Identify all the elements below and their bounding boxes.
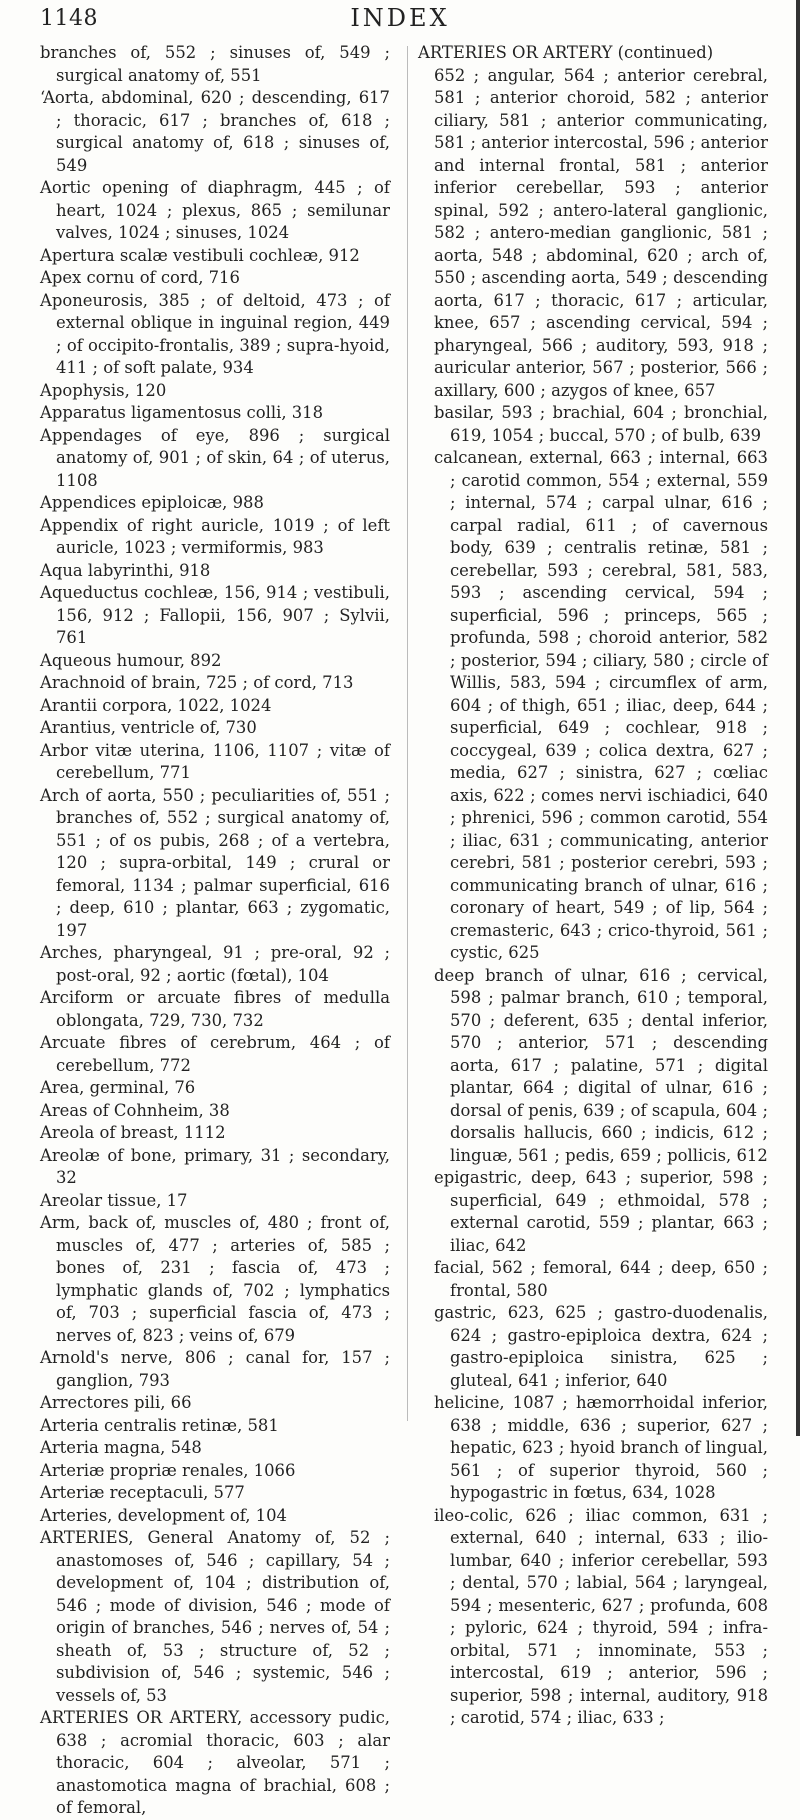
index-entry: Arteriæ receptaculi, 577	[40, 1483, 245, 1502]
index-entry: Aqueous humour, 892	[40, 650, 222, 670]
index-entry: Appendix of right auricle, 1019 ; of left auricle, 1023 ; vermiformis, 983	[40, 515, 390, 557]
index-entry: Appendices epiploicæ, 988	[40, 493, 264, 512]
index-entry: Arteria magna, 548	[40, 1438, 202, 1457]
index-entry: Apertura scalæ vestibuli cochleæ, 912	[40, 245, 360, 265]
index-entry: Areas of Cohnheim, 38	[40, 1100, 230, 1120]
index-entry: Arciform or arcuate fibres of medulla oblongata, 729, 730, 732	[40, 988, 390, 1030]
index-entry: Arrectores pili, 66	[40, 1393, 192, 1412]
index-entry: Apophysis, 120	[40, 380, 167, 400]
index-entry: epigastric, deep, 643 ; superior, 598 ; superficial, 649 ; ethmoidal, 578 ; external carotid, 559 ; plantar, 663 ; iliac, 642	[434, 1168, 768, 1255]
index-entry: ileo-colic, 626 ; iliac common, 631 ; external, 640 ; internal, 633 ; ilio-lumbar, 640 ; inferior cerebellar, 593 ; dental, 570 ; labial, 564 ; laryngeal, 594 ; mesenteric, 627 ; profunda, 608 ; pyloric, 624 ; thyroid, 594 ; infra-orbital, 571 ; innominate, 553 ; intercostal, 619 ; anterior, 596 ; superior, 598 ; internal, auditory, 918 ; carotid, 574 ; iliac, 633 ;	[434, 1505, 768, 1727]
index-entry: Aortic opening of diaphragm, 445 ; of heart, 1024 ; plexus, 865 ; semilunar valves, 1024 ; sinuses, 1024	[40, 178, 390, 242]
index-entry: Arches, pharyngeal, 91 ; pre-oral, 92 ; post-oral, 92 ; aortic (fœtal), 104	[40, 943, 390, 985]
index-entry: Aponeurosis, 385 ; of deltoid, 473 ; of external oblique in inguinal region, 449 ; of occipito-frontalis, 389 ; supra-hyoid, 411 ; of soft palate, 934	[40, 290, 390, 377]
index-entry: Arantii corpora, 1022, 1024	[40, 695, 272, 715]
page-number: 1148	[40, 6, 98, 31]
index-entry: Arnold's nerve, 806 ; canal for, 157 ; ganglion, 793	[40, 1348, 390, 1390]
column-divider	[407, 46, 408, 1421]
index-entry: Apex cornu of cord, 716	[40, 268, 240, 287]
index-entry-continued: 652 ; angular, 564 ; anterior cerebral, 581 ; anterior choroid, 582 ; anterior ciliary, 581 ; anterior communicating, 581 ; anterior intercostal, 596 ; anterior and internal frontal, 581 ; anterior inferior cerebellar, 593 ; anterior spinal, 592 ; antero-lateral ganglionic, 582 ; antero-median ganglionic, 581 ; aorta, 548 ; abdominal, 620 ; arch of, 550 ; ascending aorta, 549 ; descending aorta, 617 ; thoracic, 617 ; articular, knee, 657 ; ascending cervical, 594 ; pharyngeal, 566 ; auditory, 593, 918 ; auricular anterior, 567 ; posterior, 566 ; axillary, 600 ; azygos of knee, 657	[434, 65, 768, 400]
index-entry: Arcuate fibres of cerebrum, 464 ; of cerebellum, 772	[40, 1033, 390, 1075]
index-entry: Aqua labyrinthi, 918	[40, 560, 211, 580]
index-entry: Areolæ of bone, primary, 31 ; secondary, 32	[40, 1145, 390, 1187]
index-entry: Arm, back of, muscles of, 480 ; front of, muscles of, 477 ; arteries of, 585 ; bones of, 231 ; fascia of, 473 ; lymphatic glands of, 702 ; lymphatics of, 703 ; superficial fascia of, 473 ; nerves of, 823 ; veins of, 679	[40, 1213, 390, 1345]
right-column	[418, 42, 768, 1730]
index-entry: Arachnoid of brain, 725 ; of cord, 713	[40, 673, 354, 692]
index-entry: Aqueductus cochleæ, 156, 914 ; vestibuli, 156, 912 ; Fallopii, 156, 907 ; Sylvii, 761	[40, 583, 390, 647]
index-entry: helicine, 1087 ; hæmorrhoidal inferior, 638 ; middle, 636 ; superior, 627 ; hepatic, 623 ; hyoid branch of lingual, 561 ; of superior thyroid, 560 ; hypogastric in fœtus, 634, 1028	[434, 1393, 768, 1502]
index-entry: ‘Aorta, abdominal, 620 ; descending, 617 ; thoracic, 617 ; branches of, 618 ; surgical anatomy of, 618 ; sinuses of, 549	[40, 88, 390, 175]
index-entry: Apparatus ligamentosus colli, 318	[40, 403, 324, 422]
index-entry: Areola of breast, 1112	[40, 1123, 226, 1142]
index-entry: gastric, 623, 625 ; gastro-duodenalis, 624 ; gastro-epiploica dextra, 624 ; gastro-epiploica sinistra, 625 ; gluteal, 641 ; inferior, 640	[434, 1303, 768, 1390]
index-entry: Arteriæ propriæ renales, 1066	[40, 1460, 296, 1480]
index-entry: Arteria centralis retinæ, 581	[40, 1415, 279, 1435]
left-column	[40, 42, 390, 1820]
right-column-heading: ARTERIES OR ARTERY (continued)	[418, 43, 714, 62]
index-entry: calcanean, external, 663 ; internal, 663 ; carotid common, 554 ; external, 559 ; internal, 574 ; carpal ulnar, 616 ; carpal radial, 611 ; of cavernous body, 639 ; centralis retinæ, 581 ; cerebellar, 593 ; cerebral, 581, 583, 593 ; ascending cervical, 594 ; superficial, 596 ; princeps, 565 ; profunda, 598 ; choroid anterior, 582 ; posterior, 594 ; ciliary, 580 ; circle of Willis, 583, 594 ; circumflex of arm, 604 ; of thigh, 651 ; iliac, deep, 644 ; superficial, 649 ; cochlear, 918 ; coccygeal, 639 ; colica dextra, 627 ; media, 627 ; sinistra, 627 ; cœliac axis, 622 ; comes nervi ischiadici, 640 ; phrenici, 596 ; common carotid, 554 ; iliac, 631 ; communicating, anterior cerebri, 581 ; posterior cerebri, 593 ; communicating branch of ulnar, 616 ; coronary of heart, 549 ; of lip, 564 ; cremasteric, 643 ; crico-thyroid, 561 ; cystic, 625	[434, 448, 768, 962]
index-entry: ARTERIES OR ARTERY, accessory pudic, 638 ; acromial thoracic, 603 ; alar thoracic, 604 ; alveolar, 571 ; anastomotica magna of brachial, 608 ; of femoral,	[40, 1708, 390, 1817]
index-entry: Arteries, development of, 104	[40, 1505, 287, 1525]
index-entry: facial, 562 ; femoral, 644 ; deep, 650 ; frontal, 580	[434, 1258, 768, 1300]
index-entry: Area, germinal, 76	[40, 1078, 196, 1097]
index-entry: basilar, 593 ; brachial, 604 ; bronchial, 619, 1054 ; buccal, 570 ; of bulb, 639	[434, 403, 768, 445]
index-entry: ARTERIES, General Anatomy of, 52 ; anastomoses of, 546 ; capillary, 54 ; development of, 104 ; distribution of, 546 ; mode of division, 546 ; mode of origin of branches, 546 ; nerves of, 54 ; sheath of, 53 ; structure of, 52 ; subdivision of, 546 ; systemic, 546 ; vessels of, 53	[40, 1528, 390, 1705]
index-entry: branches of, 552 ; sinuses of, 549 ; surgical anatomy of, 551	[40, 43, 390, 85]
index-entry: Appendages of eye, 896 ; surgical anatomy of, 901 ; of skin, 64 ; of uterus, 1108	[40, 425, 390, 490]
index-entry: deep branch of ulnar, 616 ; cervical, 598 ; palmar branch, 610 ; temporal, 570 ; deferent, 635 ; dental inferior, 570 ; anterior, 571 ; descending aorta, 617 ; palatine, 571 ; digital plantar, 664 ; digital of ulnar, 616 ; dorsal of penis, 639 ; of scapula, 604 ; dorsalis hallucis, 660 ; indicis, 612 ; linguæ, 561 ; pedis, 659 ; pollicis, 612	[434, 965, 768, 1165]
index-entry: Areolar tissue, 17	[40, 1190, 188, 1210]
index-entry: Arch of aorta, 550 ; peculiarities of, 551 ; branches of, 552 ; surgical anatomy of, 551 ; of os pubis, 268 ; of a vertebra, 120 ; supra-orbital, 149 ; crural or femoral, 1134 ; palmar superficial, 616 ; deep, 610 ; plantar, 663 ; zygomatic, 197	[40, 785, 390, 940]
page-edge	[796, 0, 800, 1436]
page-heading: INDEX	[350, 4, 450, 32]
index-entry: Arbor vitæ uterina, 1106, 1107 ; vitæ of cerebellum, 771	[40, 740, 390, 782]
index-entry: Arantius, ventricle of, 730	[40, 718, 257, 737]
